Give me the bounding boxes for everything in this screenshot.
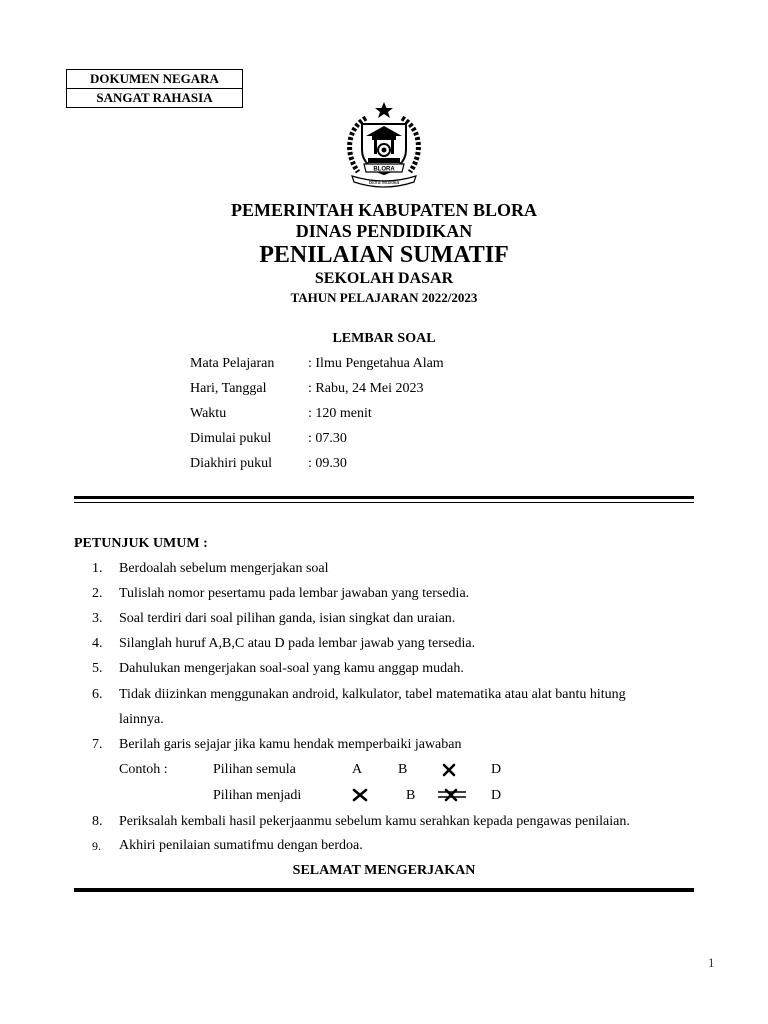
item-number: 3. (92, 611, 103, 626)
info-label: Mata Pelajaran (190, 356, 275, 371)
item-number: 9. (92, 839, 101, 853)
example-row2-label: Pilihan menjadi (213, 788, 302, 803)
header-government: PEMERINTAH KABUPATEN BLORA (230, 200, 538, 220)
classification-line-1: DOKUMEN NEGARA (90, 71, 219, 86)
info-value: : Rabu, 24 Mei 2023 (308, 381, 424, 396)
item-number: 7. (92, 737, 103, 752)
info-label: Hari, Tanggal (190, 381, 267, 396)
page-number: 1 (708, 955, 715, 970)
header-department: DINAS PENDIDIKAN (295, 221, 473, 241)
cross-mark-icon (437, 788, 467, 802)
item-text: Berdoalah sebelum mengerjakan soal (119, 561, 329, 576)
classification-box (66, 69, 243, 108)
example-row1-label: Pilihan semula (213, 762, 296, 777)
emblem-motto-text: Blora Mustika (368, 180, 400, 186)
example-row1-option-a: A (352, 762, 363, 777)
instructions-title: PETUNJUK UMUM : (74, 536, 208, 551)
header-year: TAHUN PELAJARAN 2022/2023 (290, 290, 478, 305)
info-value: : 07.30 (308, 431, 347, 446)
example-row1-option-b: B (398, 762, 408, 777)
info-value: : 09.30 (308, 456, 347, 471)
item-text: Dahulukan mengerjakan soal-soal yang kamu anggap mudah. (119, 661, 464, 676)
closing-text: SELAMAT MENGERJAKAN (292, 863, 476, 878)
item-text: Tulislah nomor pesertamu pada lembar jawaban yang tersedia. (119, 586, 470, 601)
item-text: Soal terdiri dari soal pilihan ganda, isian singkat dan uraian. (119, 611, 456, 626)
info-value: : Ilmu Pengetahua Alam (308, 356, 444, 371)
item-number: 2. (92, 586, 103, 601)
item-number: 5. (92, 661, 103, 676)
example-row1-option-d: D (491, 762, 502, 777)
kabupaten-blora-emblem-icon (338, 100, 430, 190)
page-title: PENILAIAN SUMATIF (259, 242, 509, 268)
example-row2-option-a (352, 786, 362, 806)
item-number: 1. (92, 561, 103, 576)
example-row2-option-d: D (491, 788, 502, 803)
info-label: Dimulai pukul (190, 431, 272, 446)
example-label: Contoh : (119, 762, 168, 777)
header-school: SEKOLAH DASAR (314, 270, 454, 287)
item-text: Akhiri penilaian sumatifmu dengan berdoa. (119, 838, 363, 853)
item-text: Tidak diizinkan menggunakan android, kalkulator, tabel matematika atau alat bantu hitung (119, 687, 626, 702)
footer-divider (74, 888, 694, 892)
info-label: Diakhiri pukul (190, 456, 273, 471)
sheet-title: LEMBAR SOAL (332, 331, 436, 346)
example-row2-option-b: B (406, 788, 416, 803)
info-value: : 120 menit (308, 406, 372, 421)
header-divider (74, 496, 694, 503)
cross-mark-icon (442, 763, 456, 777)
item-number: 4. (92, 636, 103, 651)
item-number: 8. (92, 814, 103, 829)
item-text: lainnya. (119, 712, 164, 727)
item-text: Periksalah kembali hasil pekerjaanmu sebelum kamu serahkan kepada pengawas penilaian. (119, 814, 630, 829)
emblem-banner-text: BLORA (373, 166, 395, 173)
info-label: Waktu (190, 406, 227, 421)
classification-line-2: SANGAT RAHASIA (67, 88, 242, 107)
item-text: Silanglah huruf A,B,C atau D pada lembar jawab yang tersedia. (119, 636, 476, 651)
item-number: 6. (92, 687, 103, 702)
item-text: Berilah garis sejajar jika kamu hendak memperbaiki jawaban (119, 737, 462, 752)
